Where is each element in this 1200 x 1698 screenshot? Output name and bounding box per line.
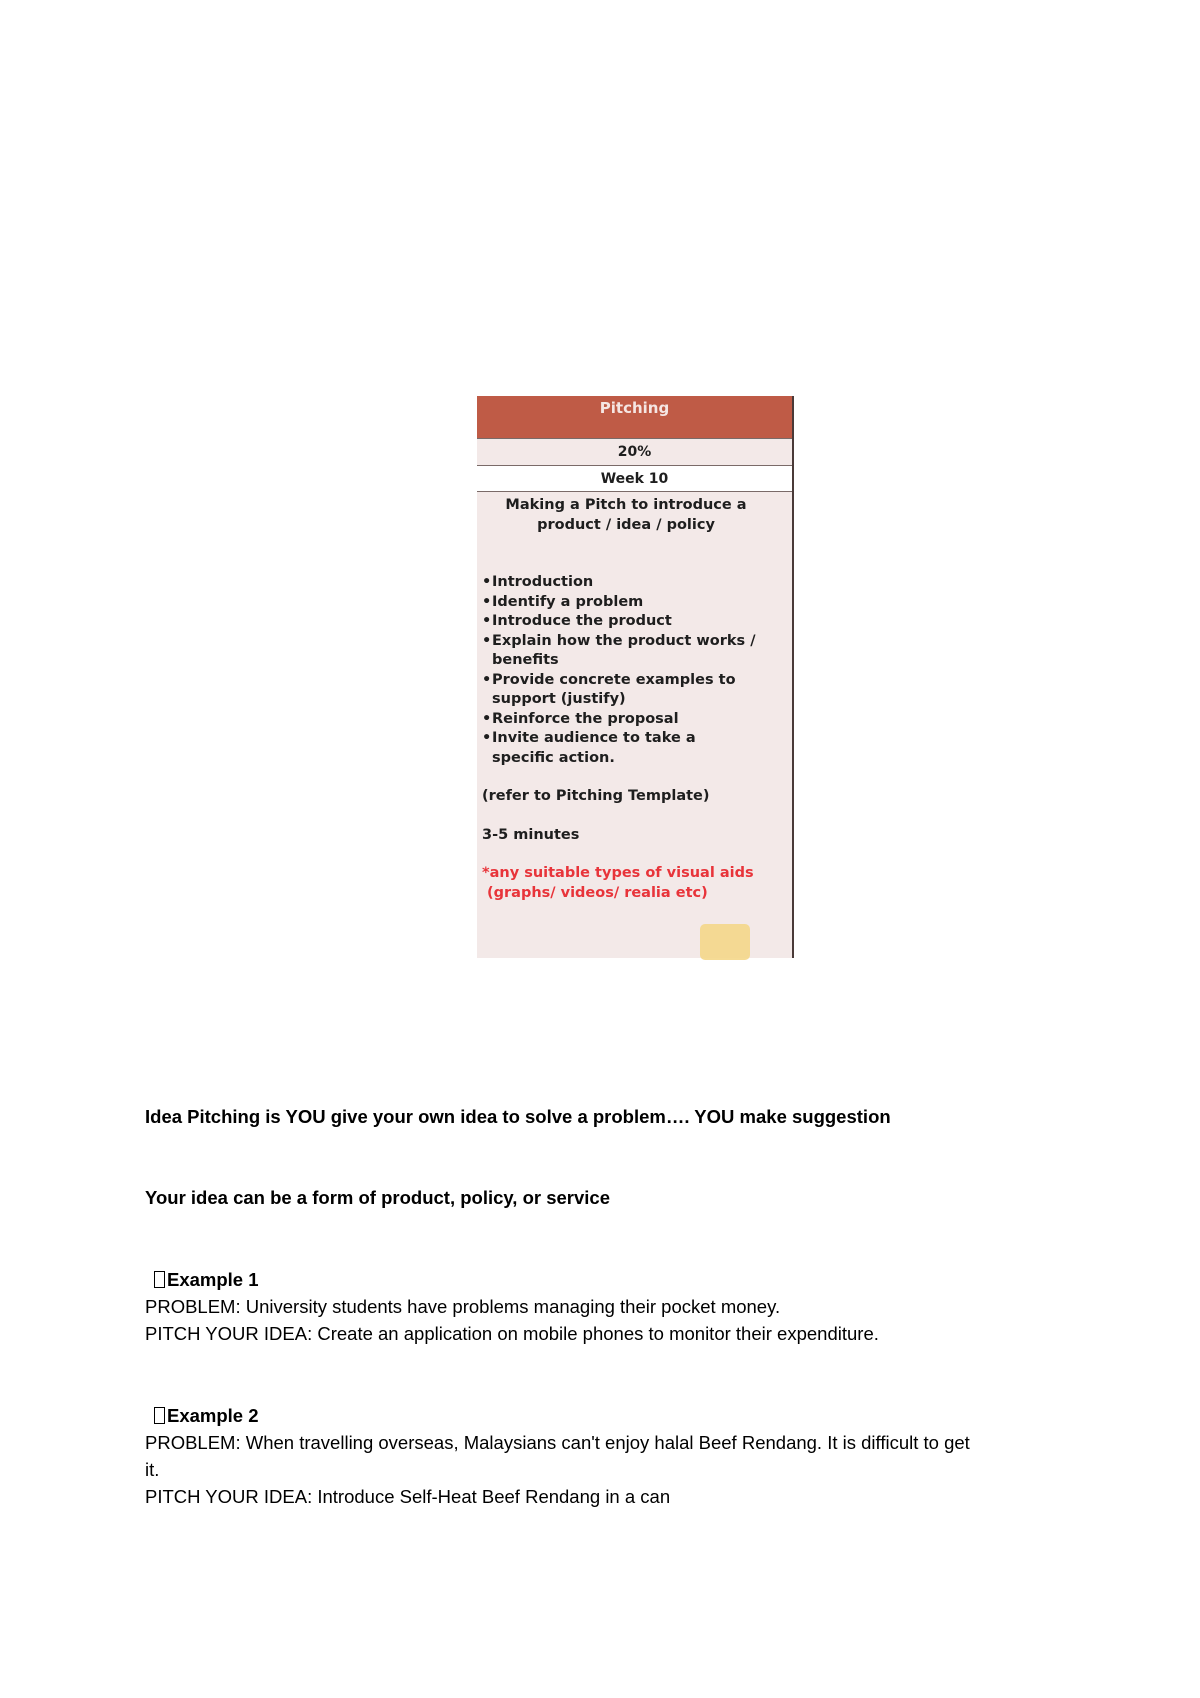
visual-aids-line1: *any suitable types of visual aids <box>482 865 754 881</box>
list-item: • Identify a problem <box>482 593 782 613</box>
example-2-heading <box>145 1402 1075 1429</box>
task-title-line1: Making a Pitch to introduce a <box>505 497 747 513</box>
table-header: Pitching <box>477 396 792 438</box>
missing-glyph-icon <box>154 1271 165 1288</box>
sticky-note-highlight <box>700 924 750 960</box>
list-item: • Explain how the product works / benefits <box>482 632 782 671</box>
list-item: • Provide concrete examples to support (justify) <box>482 671 782 710</box>
visual-aids-note <box>482 864 782 903</box>
example-2-label: Example 2 <box>167 1405 259 1426</box>
pitch-steps-list <box>482 573 782 768</box>
example-1-label: Example 1 <box>167 1269 259 1290</box>
intro-paragraph <box>145 1103 1075 1130</box>
form-paragraph <box>145 1184 1075 1211</box>
list-item: • Introduce the product <box>482 612 782 632</box>
missing-glyph-icon <box>154 1407 165 1424</box>
example-1 <box>145 1266 1075 1347</box>
visual-aids-line2: (graphs/ videos/ realia etc) <box>487 884 708 901</box>
task-title-line2: product / idea / policy <box>537 516 715 533</box>
list-item: • Introduction <box>482 573 782 593</box>
example-2-pitch: PITCH YOUR IDEA: Introduce Self-Heat Beef Rendang in a can <box>145 1486 671 1507</box>
example-2-problem-line2: it. <box>145 1459 160 1480</box>
task-description <box>482 496 782 903</box>
list-item: • Invite audience to take a specific action. <box>482 729 782 768</box>
list-item: • Reinforce the proposal <box>482 710 782 730</box>
task-title <box>482 496 782 535</box>
template-reference: (refer to Pitching Template) <box>482 788 710 804</box>
intro-text: Idea Pitching is YOU give your own idea to solve a problem…. YOU make suggestion <box>145 1106 891 1127</box>
example-1-heading <box>145 1266 1075 1293</box>
example-1-problem: PROBLEM: University students have problems managing their pocket money. <box>145 1296 781 1317</box>
form-text: Your idea can be a form of product, policy, or service <box>145 1187 611 1208</box>
weight-cell: 20% <box>477 438 792 465</box>
week-cell: Week 10 <box>477 465 792 492</box>
example-1-pitch: PITCH YOUR IDEA: Create an application on mobile phones to monitor their expenditure. <box>145 1323 879 1344</box>
duration: 3-5 minutes <box>482 826 580 843</box>
pitching-table-image <box>477 396 794 958</box>
example-2-problem-line1: PROBLEM: When travelling overseas, Malaysians can't enjoy halal Beef Rendang. It is difficult to get <box>145 1432 970 1453</box>
example-2 <box>145 1402 1075 1510</box>
